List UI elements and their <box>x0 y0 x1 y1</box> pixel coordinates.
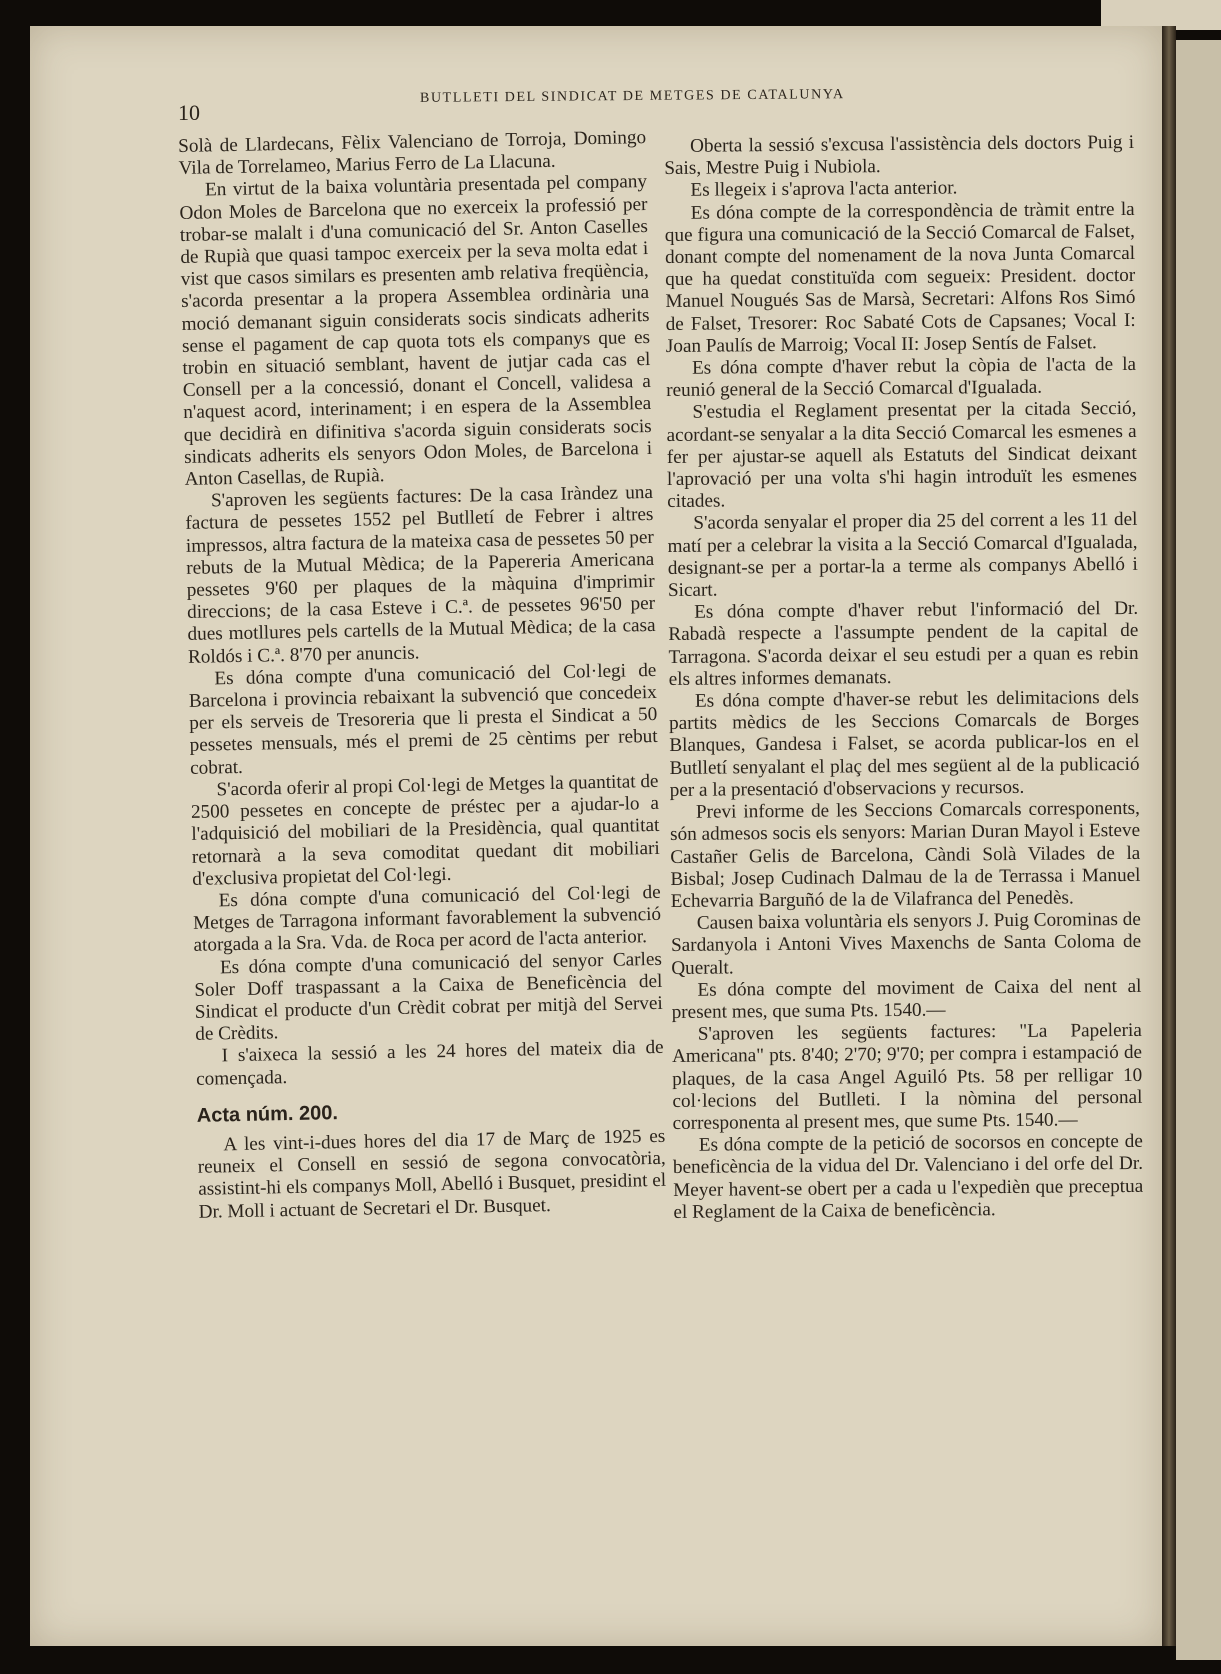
paragraph: En virtut de la baixa voluntària presentada pel company Odon Moles de Barcelona que no exerceix la professió per trobar-se malalt i d'una comunicació del Sr. Anton Caselles de Rupià que quasi tampoc exerceix per la seva molta edat i vist que casos similars es presenten amb relativa freqüència, s'acorda presentar a la propera Assemblea ordinària una moció demanant siguin considerats socis sindicats adherits sense el pagament de cap quota tots els companys que es trobin en situació semblant, havent de jutjar cada cas el Consell per a la concessió, donant el Concell, validesa a n'aquest acord, interinament; i en espera de la Assemblea que decidirà en difinitiva s'acorda siguin considerats socis sindicats adherits els senyors Odon Moles, de Barcelona i Anton Casellas, de Rupià. <box>179 171 653 490</box>
paragraph: Es dóna compte de la correspondència de tràmit entre la que figura una comunicació de la Secció Comarcal de Falset, donant compte del nomenament de la nova Junta Comarcal que ha quedat constituïda com segueix: President. doctor Manuel Nougués Sas de Marsà, Secretari: Alfons Ros Simó de Falset, Tresorer: Roc Sabaté Cots de Capsanes; Vocal I: Joan Paulís de Marroig; Vocal II: Josep Sentís de Falset. <box>664 198 1136 357</box>
page-number: 10 <box>178 100 200 125</box>
paragraph: Es dóna compte d'una comunicació del senyor Carles Soler Doff traspassant a la Caixa de Beneficència del Sindicat el producte d'un Crèdit cobrat per mitjà del Servei de Crèdits. <box>194 948 663 1045</box>
paragraph: S'acorda oferir al propi Col·legi de Metges la quantitat de 2500 pessetes en concepte de préstec per a ajudar-lo a l'adquisició del mobiliari de la Presidència, qual quantitat retornarà a la seva comoditat quedant dit mobiliari d'exclusiva propietat del Col·legi. <box>190 770 660 890</box>
left-column <box>178 127 667 1224</box>
paragraph: Es dóna compte d'una comunicació del Col·legi de Metges de Tarragona informant favorablement la subvenció atorgada a la Sra. Vda. de Roca per acord de l'acta anterior. <box>192 881 662 957</box>
paragraph: Es dóna compte d'haver rebut la còpia de l'acta de la reunió general de la Secció Comarcal d'Igualada. <box>666 353 1137 402</box>
paragraph: Es dóna compte de la petició de socorsos en concepte de beneficència de la vidua del Dr. Valenciano i del orfe del Dr. Meyer havent-se obert per a cada u l'expedièn que preceptua el Reglament de la Caixa de beneficència. <box>672 1131 1144 1223</box>
paragraph: Solà de Llardecans, Fèlix Valenciano de Torroja, Domingo Vila de Torrelameo, Marius Ferro de La Llacuna. <box>178 127 647 180</box>
paragraph: A les vint-i-dues hores del dia 17 de Març de 1925 es reuneix el Consell en sessió de segona convocatòria, assistint-hi els companys Moll, Abelló i Busquet, presidint el Dr. Moll i actuant de Secretari el Dr. Busquet. <box>197 1125 667 1223</box>
paragraph: S'aproven les següents factures: "La Papeleria Americana" pts. 8'40; 2'70; 9'70; per compra i estampació de plaques, de la casa Angel Aguiló Pts. 58 per relligar 10 col·lecions del Butlleti. I la nòmina del personal corresponenta al present mes, que sume Pts. 1540.— <box>671 1019 1143 1134</box>
paragraph: Es dóna compte d'una comunicació del Col·legi de Barcelona i provincia rebaixant la subvenció que concedeix per els serveis de Tresoreria que li presta el Sindicat a 50 pessetes mensuals, més el premi de 25 cèntims per rebut cobrat. <box>188 659 658 779</box>
running-title: BUTLLETI DEL SINDICAT DE METGES DE CATALUNYA <box>419 87 845 106</box>
paragraph: S'estudia el Reglament presentat per la citada Secció, acordant-se senyalar a la dita Secció Comarcal les esmenes a fer per ajustar-se aquell als Estatuts del Sindicat deixant l'aprovació per una volta s'hi hagin introduït les esmenes citades. <box>666 398 1138 513</box>
paragraph: Previ informe de les Seccions Comarcals corresponents, són admesos socis els senyors: Marian Duran Mayol i Esteve Castañer Gelis de Barcelona, Càndi Solà Vilades de la Bisbal; Josep Cudinach Dalmau de la de Terrassa i Manuel Echevarria Barguñó de la de Vilafranca del Penedès. <box>670 797 1141 912</box>
paragraph: Es llegeix i s'aprova l'acta anterior. <box>690 177 958 202</box>
paragraph: Es dóna compte d'haver-se rebut les delimitacions dels partits mèdics de les Seccions Comarcals de Borges Blanques, Gandesa i Falset, se acorda publicar-los en el Butlletí senyalant el plaç del mes següent al de la publicació per a la presentació d'observacions y recursos. <box>669 686 1140 801</box>
paragraph: Oberta la sessió s'excusa l'assistència dels doctors Puig i Sais, Mestre Puig i Nubiola. <box>664 131 1135 180</box>
facing-page-edge <box>1176 40 1221 1660</box>
paragraph: Causen baixa voluntària els senyors J. Puig Corominas de Sardanyola i Antoni Vives Maxenchs de Santa Coloma de Queralt. <box>670 908 1142 979</box>
section-heading: Acta núm. 200. <box>196 1101 339 1127</box>
paragraph: Es dóna compte del moviment de Caixa del nent al present mes, que suma Pts. 1540.— <box>671 975 1142 1023</box>
right-column <box>664 132 1143 1224</box>
paragraph: S'aproven les següents factures: De la casa Iràndez una factura de pessetes 1552 pel Butlletí de Febrer i altres impressos, altra factura de la mateixa casa de pessetes 50 per rebuts de la Mutual Mèdica; de la Papereria Americana pessetes 9'60 per plaques de la màquina d'imprimir direccions; de la casa Esteve i C.ª. de pessetes 96'50 per dues motllures pels cartells de la Mutual Mèdica; de la casa Roldós i C.ª. 8'70 per anuncis. <box>185 482 656 668</box>
paragraph: S'acorda senyalar el proper dia 25 del corrent a les 11 del matí per a celebrar la visita a la Secció Comarcal d'Igualada, designant-se per a portar-la a terme als companys Abelló i Sicart. <box>667 509 1138 602</box>
paragraph: Es dóna compte d'haver rebut l'informació del Dr. Rabadà respecte a l'assumpte pendent de la capital de Tarragona. S'acorda deixar el seu estudi per a quan es rebin els altres informes demanats. <box>668 598 1139 690</box>
paragraph: I s'aixeca la sessió a les 24 hores del mateix dia de començada. <box>195 1037 664 1090</box>
book-spine <box>1162 26 1176 1646</box>
